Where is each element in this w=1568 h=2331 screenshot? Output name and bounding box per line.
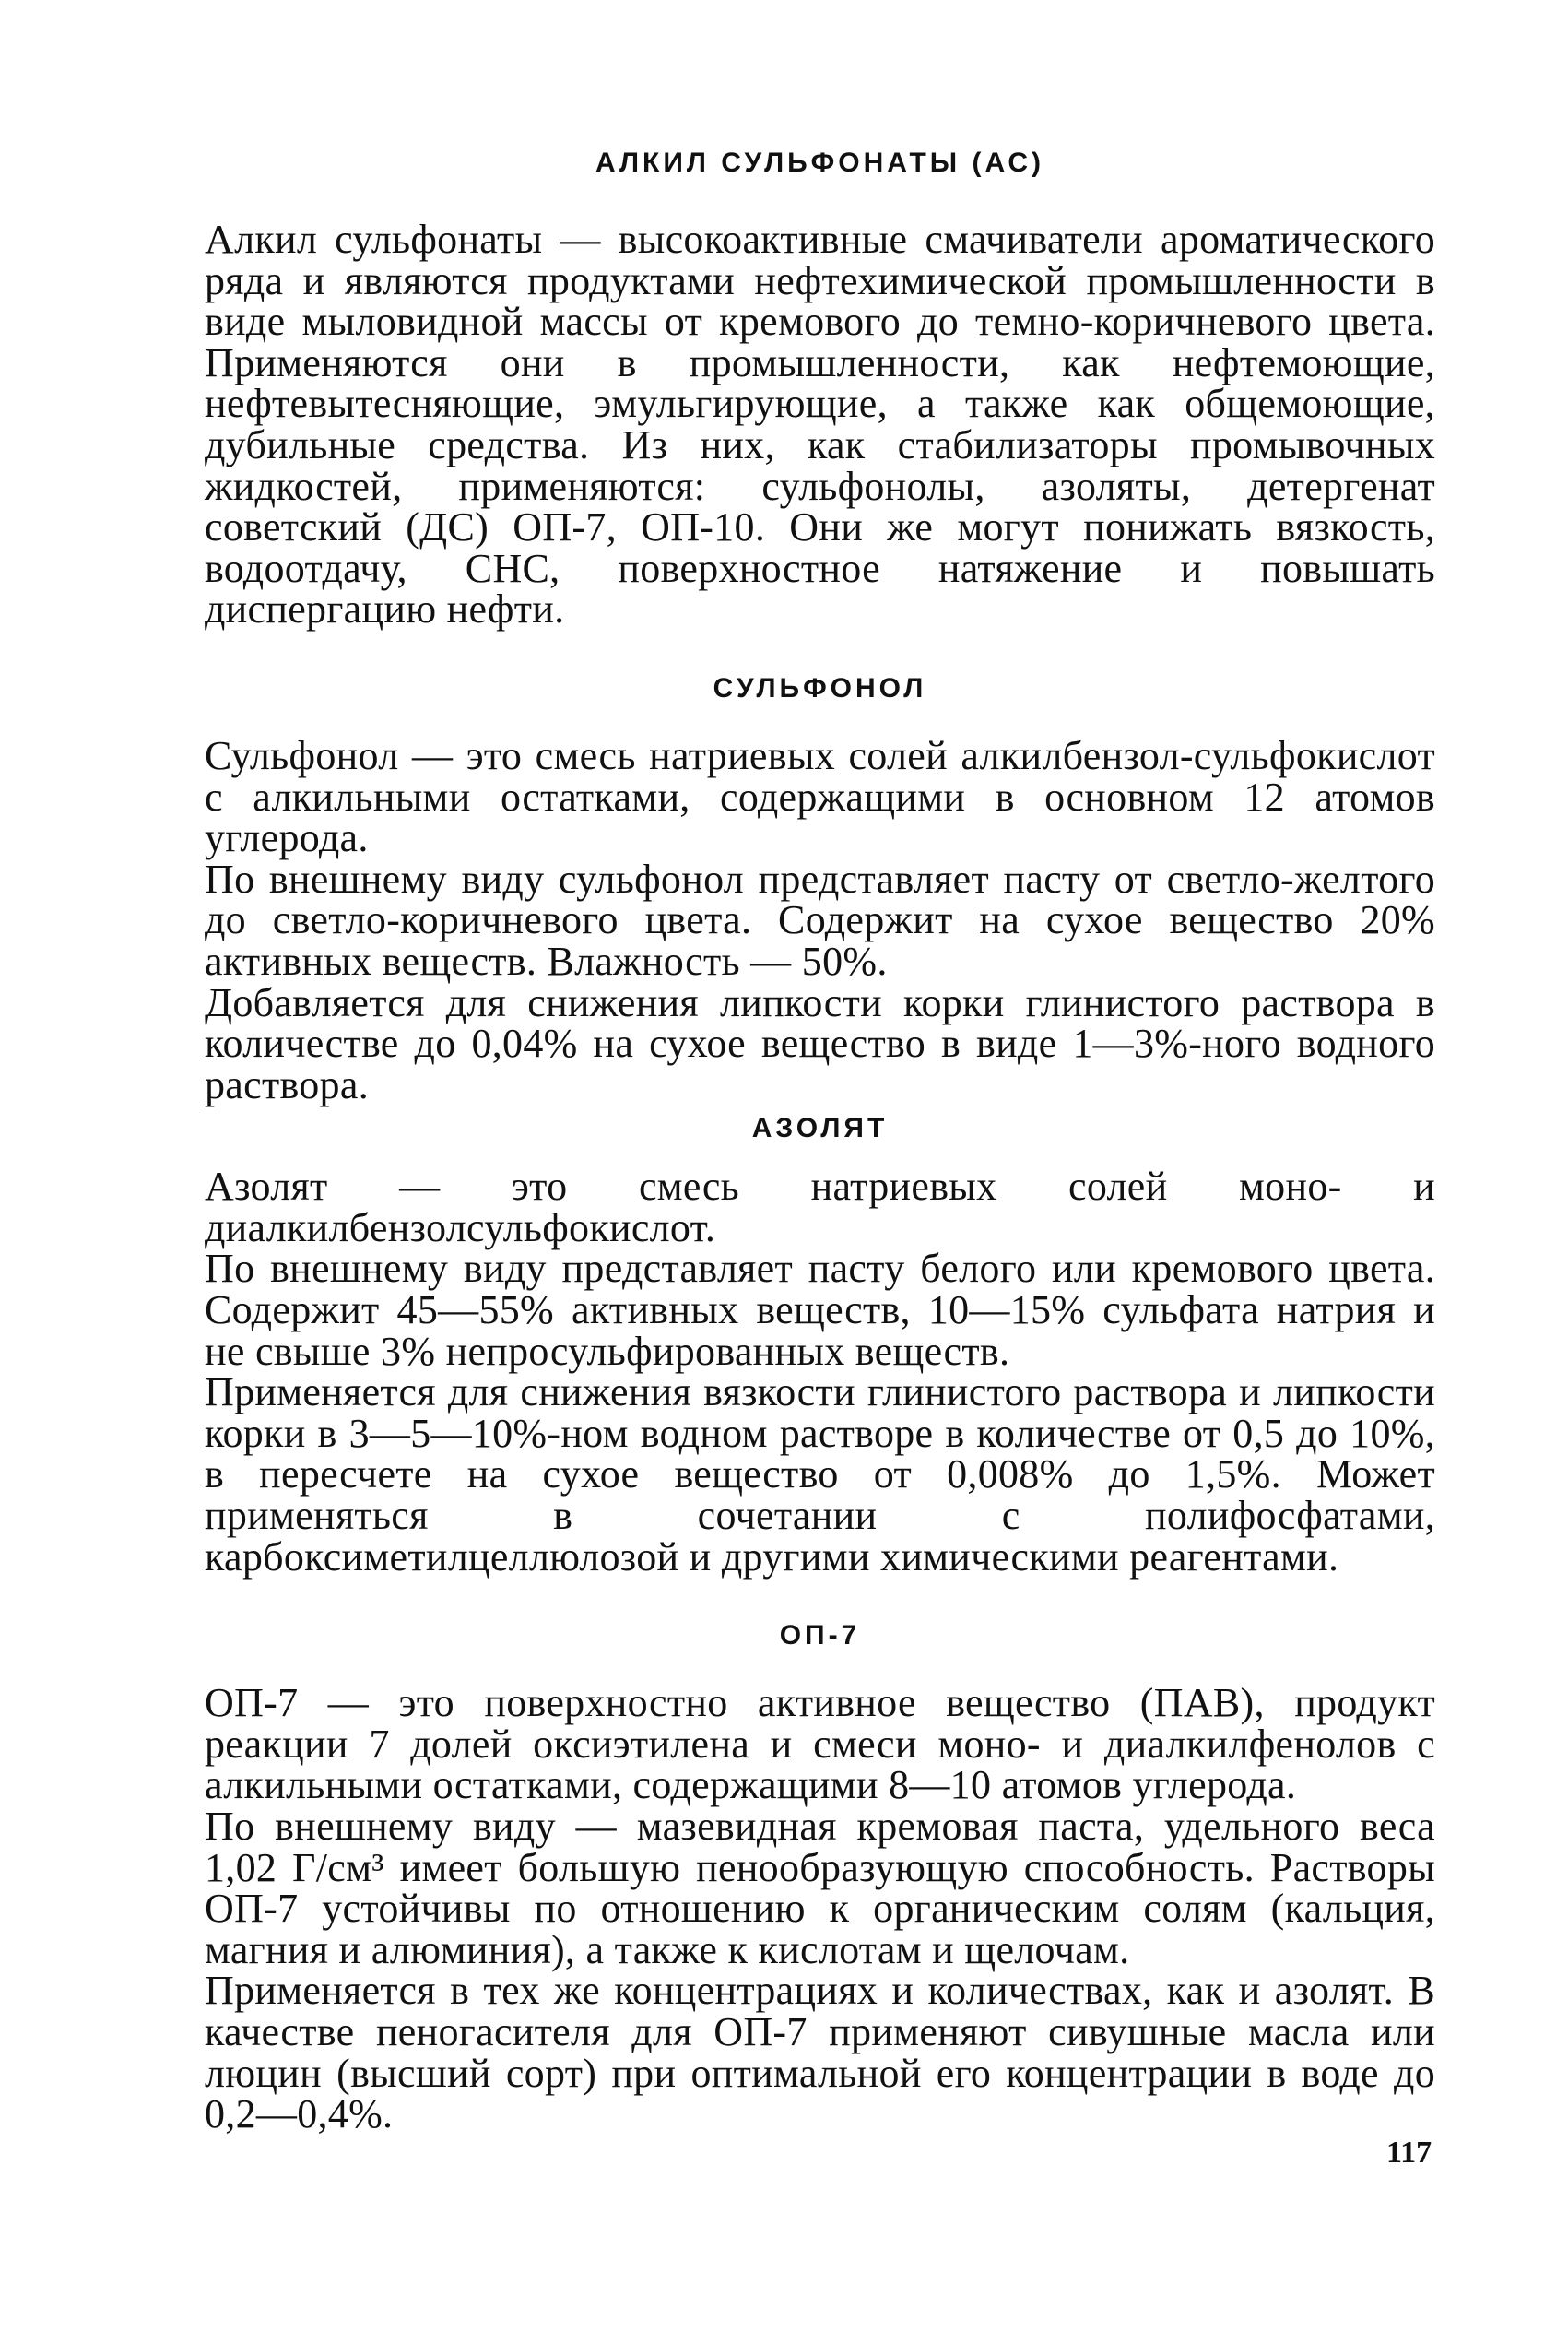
section-heading-sulfonol: СУЛЬФОНОЛ xyxy=(713,672,927,704)
paragraph: Применяется для снижения вязкости глинистого раствора и липкости корки в 3—5—10%-ном водном растворе в количестве от 0,5 до 10%, в пересчете на сухое вещество от 0,008% до 1,5%. Может применяться в сочетании с полифосфатами, карбоксиметилцеллюлозой и другими химическими реагентами. xyxy=(205,1369,1435,1580)
paragraph: Алкил сульфонаты — высокоактивные смачиватели ароматического ряда и являются продуктами нефтехимической промышленности в виде мыловидной массы от кремового до темно-коричневого цвета. Применяются они в промышленности, как нефтемоющие, нефтевытесняющие, эмульгирующие, а также как общемоющие, дубильные средства. Из них, как стабилизаторы промывочных жидкостей, применяются: сульфонолы, азоляты, детергенат советский (ДС) ОП-7, ОП-10. Они же могут понижать вязкость, водоотдачу, СНС, поверхностное натяжение и повышать диспергацию нефти. xyxy=(205,217,1435,633)
paragraph: ОП-7 — это поверхностно активное вещество (ПАВ), продукт реакции 7 долей оксиэтилена и смеси моно- и диалкилфенолов с алкильными остатками, содержащими 8—10 атомов углерода. xyxy=(205,1680,1435,1808)
paragraph: Добавляется для снижения липкости корки глинистого раствора в количестве до 0,04% на сухое вещество в виде 1—3%-ного водного раствора. xyxy=(205,979,1435,1107)
document-page xyxy=(205,148,1435,2136)
section-heading-op7: ОП-7 xyxy=(779,1620,861,1651)
section-heading-alkyl-sulfonates: АЛКИЛ СУЛЬФОНАТЫ (АС) xyxy=(595,148,1045,178)
paragraph: По внешнему виду сульфонол представляет пасту от светло-желтого до светло-коричневого цвета. Содержит на сухое вещество 20% активных веществ. Влажность — 50%. xyxy=(205,856,1435,984)
paragraph: Сульфонол — это смесь натриевых солей алкилбензол-сульфокислот с алкильными остатками, содержащими в основном 12 атомов углерода. xyxy=(205,732,1435,861)
paragraph: По внешнему виду — мазевидная кремовая паста, удельного веса 1,02 Г/см³ имеет большую пенообразующую способность. Растворы ОП-7 устойчивы по отношению к органическим солям (кальция, магния и алюминия), а также к кислотам и щелочам. xyxy=(205,1804,1435,1972)
paragraph: Применяется в тех же концентрациях и количествах, как и азолят. В качестве пеногасителя для ОП-7 применяют сивушные масла или люцин (высший сорт) при оптимальной его концентрации в воде до 0,2—0,4%. xyxy=(205,1968,1435,2137)
section-heading-azolyat: АЗОЛЯТ xyxy=(751,1113,889,1144)
paragraph: Азолят — это смесь натриевых солей моно- и диалкилбензолсульфокислот. xyxy=(205,1164,1435,1250)
paragraph: По внешнему виду представляет пасту белого или кремового цвета. Содержит 45—55% активных веществ, 10—15% сульфата натрия и не свыше 3% непросульфированных веществ. xyxy=(205,1246,1435,1374)
page-number: 117 xyxy=(1386,2136,1432,2170)
